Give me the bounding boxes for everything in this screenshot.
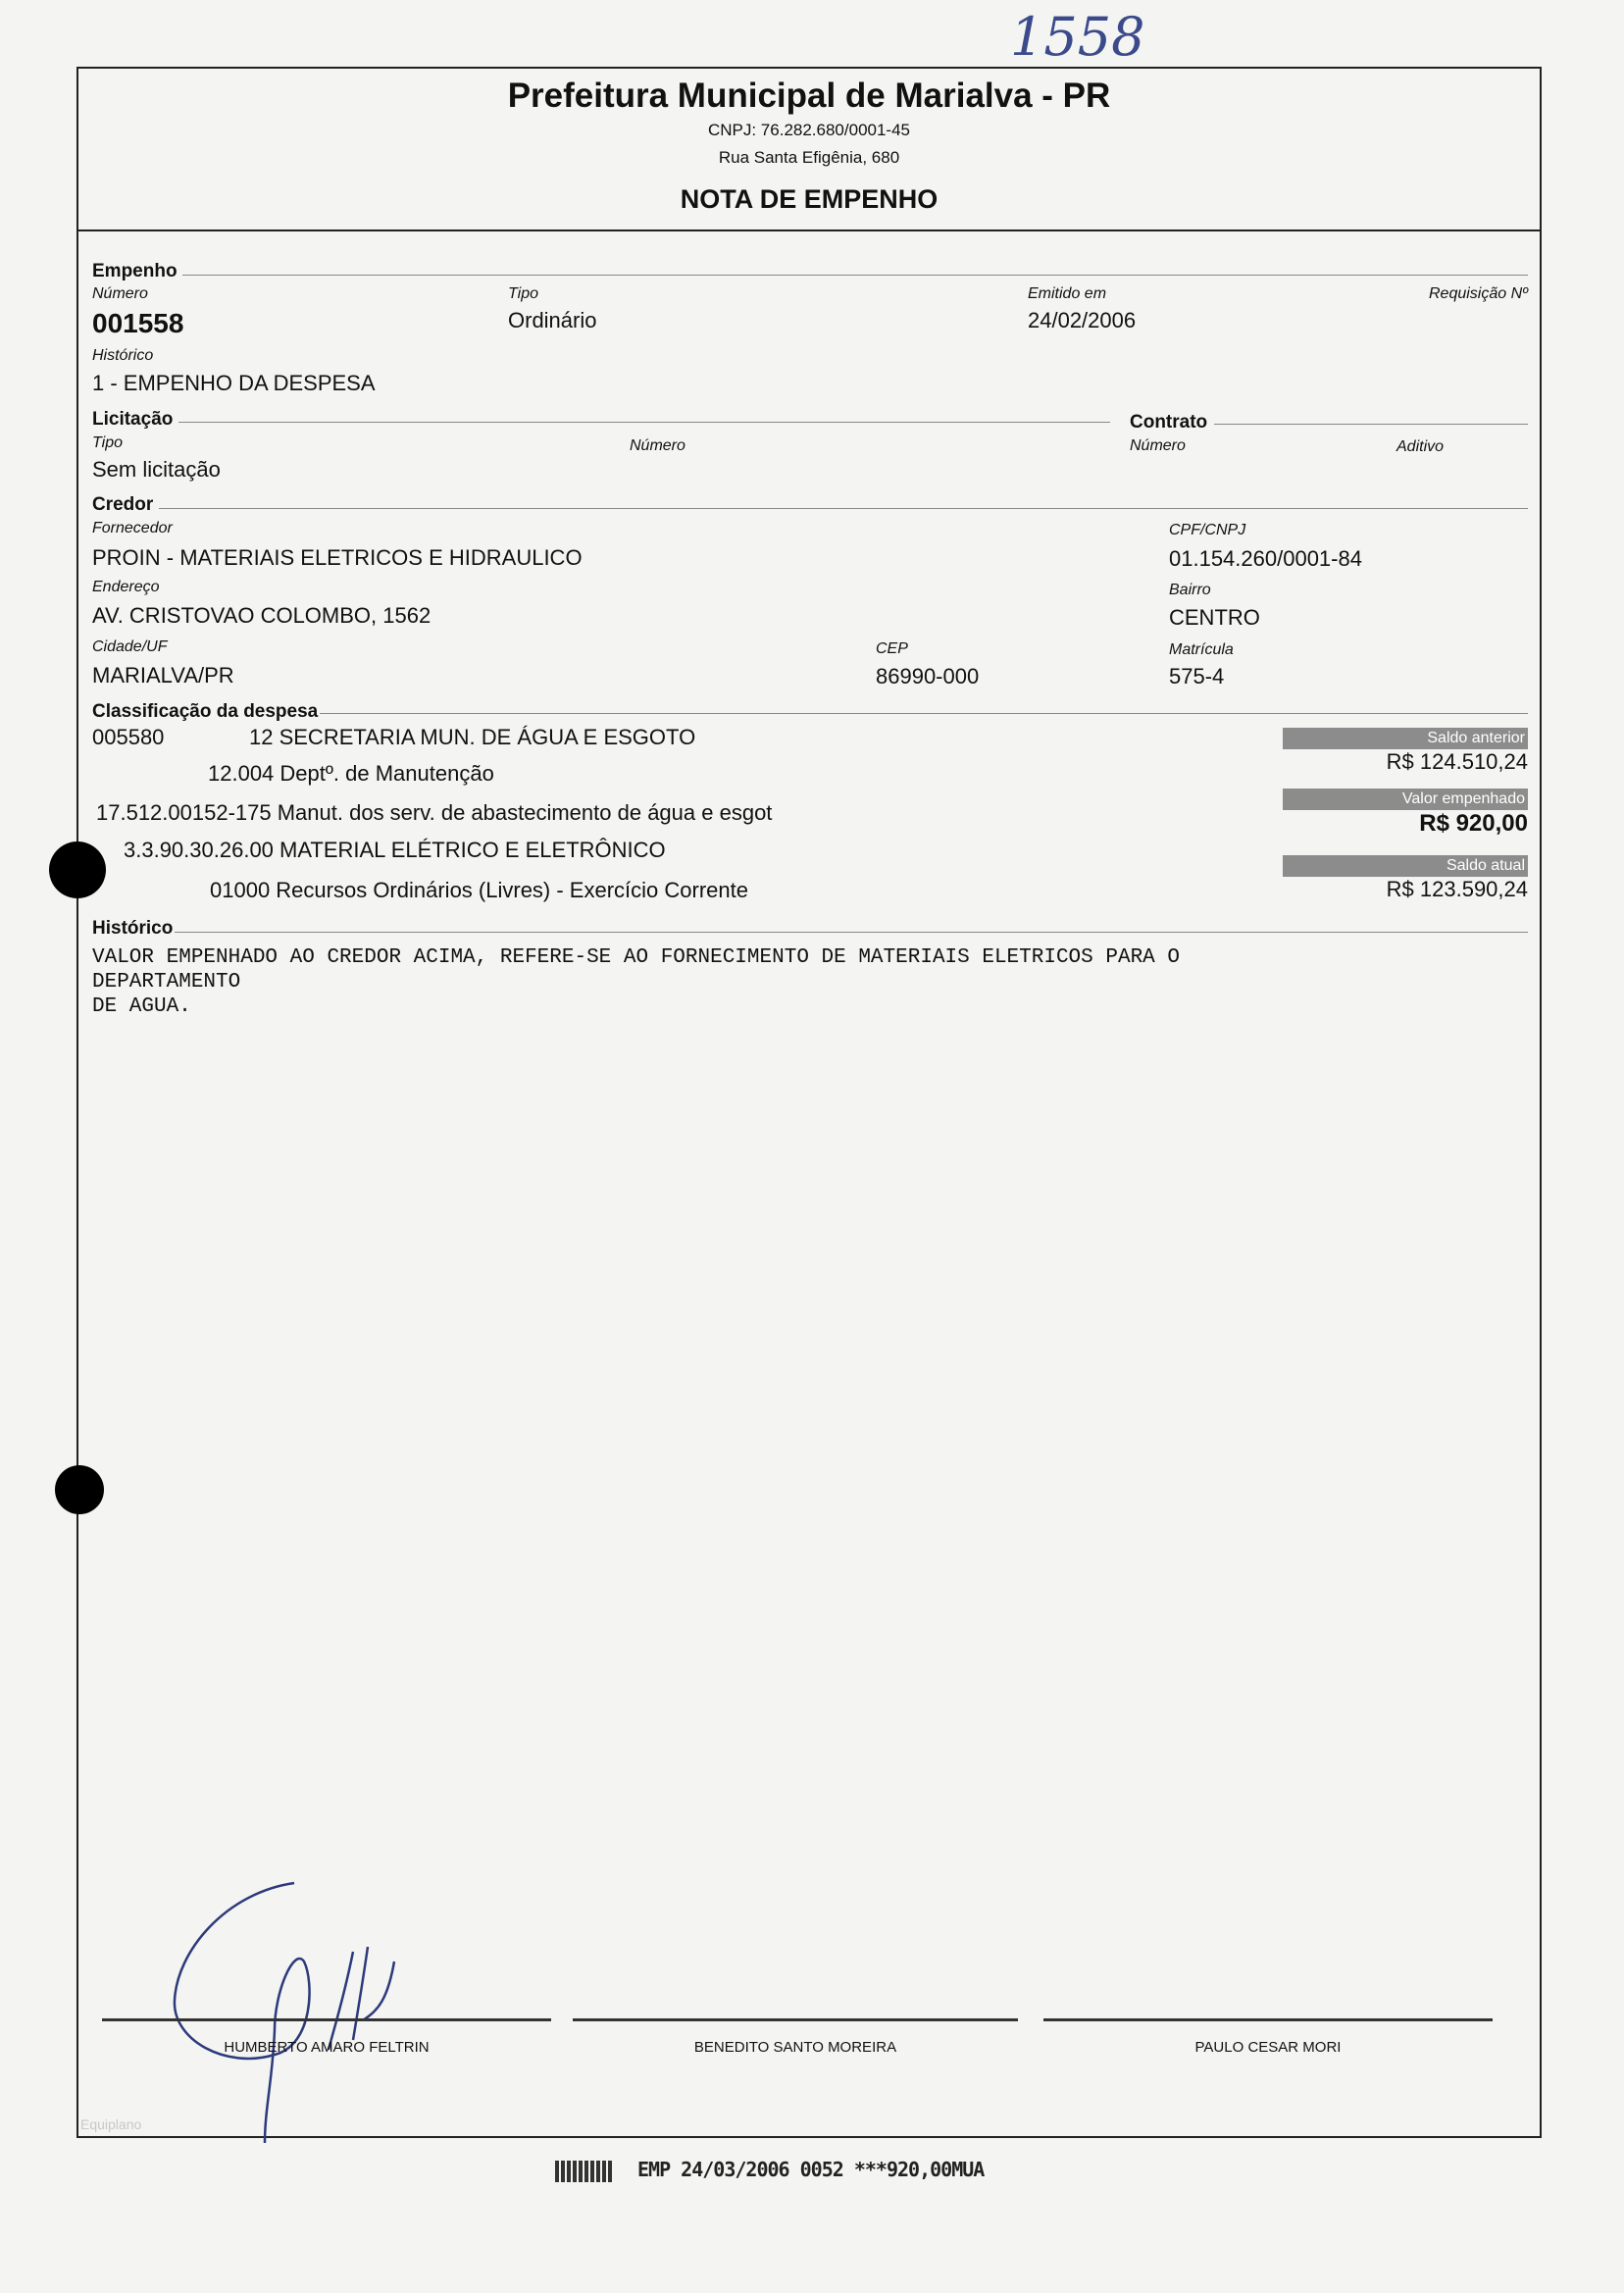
- label-licitacao-numero: Número: [630, 437, 685, 454]
- section-credor: Credor: [92, 494, 154, 515]
- label-matricula: Matrícula: [1169, 641, 1234, 658]
- classificacao-funcional: 17.512.00152-175 Manut. dos serv. de abastecimento de água e esgot: [96, 800, 773, 825]
- empenho-historico: 1 - EMPENHO DA DESPESA: [92, 371, 376, 395]
- section-empenho: Empenho: [92, 261, 178, 281]
- label-aditivo: Aditivo: [1396, 438, 1445, 455]
- signature-name-3: PAULO CESAR MORI: [1194, 2039, 1342, 2056]
- label-cpf: CPF/CNPJ: [1169, 522, 1246, 538]
- licitacao-tipo: Sem licitação: [92, 457, 221, 482]
- label-tipo: Tipo: [508, 285, 538, 302]
- classificacao-orgao: 12 SECRETARIA MUN. DE ÁGUA E ESGOTO: [249, 725, 696, 749]
- handwritten-number: 1558: [1010, 6, 1145, 68]
- saldo-atual-value: R$ 123.590,24: [1386, 877, 1528, 901]
- label-cidade: Cidade/UF: [92, 638, 168, 655]
- section-historico: Histórico: [92, 918, 174, 939]
- credor-matricula: 575-4: [1169, 664, 1225, 688]
- label-contrato-numero: Número: [1130, 437, 1186, 454]
- divider: [175, 932, 1528, 933]
- classificacao-recurso: 01000 Recursos Ordinários (Livres) - Exercício Corrente: [210, 878, 748, 902]
- section-classificacao: Classificação da despesa: [92, 701, 319, 722]
- divider: [178, 422, 1110, 423]
- divider: [320, 713, 1528, 714]
- empenho-emitido: 24/02/2006: [1028, 308, 1137, 332]
- divider: [159, 508, 1528, 509]
- label-licitacao-tipo: Tipo: [92, 434, 123, 451]
- label-historico-empenho: Histórico: [92, 347, 154, 364]
- signature-line: [573, 2018, 1018, 2021]
- divider: [1214, 424, 1528, 425]
- label-cep: CEP: [876, 640, 908, 657]
- historico-line-1: VALOR EMPENHADO AO CREDOR ACIMA, REFERE-SE AO FORNECIMENTO DE MATERIAIS ELETRICOS PARA O: [92, 946, 1180, 969]
- label-numero: Número: [92, 285, 148, 302]
- saldo-atual-label: Saldo atual: [1283, 855, 1528, 877]
- cnpj-text: CNPJ: 76.282.680/0001-45: [707, 121, 911, 139]
- signature-name-1: HUMBERTO AMARO FELTRIN: [224, 2039, 430, 2056]
- handwritten-signature: [167, 1863, 461, 2148]
- section-licitacao: Licitação: [92, 409, 174, 430]
- label-fornecedor: Fornecedor: [92, 520, 173, 536]
- punch-hole: [49, 841, 106, 898]
- saldo-anterior-value: R$ 124.510,24: [1386, 749, 1528, 774]
- classificacao-elemento: 3.3.90.30.26.00 MATERIAL ELÉTRICO E ELETRÔNICO: [124, 838, 666, 862]
- stamp-logo: [555, 2161, 614, 2182]
- valor-empenhado-value: R$ 920,00: [1419, 810, 1528, 837]
- punch-hole: [55, 1465, 104, 1514]
- address-text: Rua Santa Efigênia, 680: [718, 148, 900, 167]
- label-endereco: Endereço: [92, 579, 160, 595]
- signature-line: [1043, 2018, 1493, 2021]
- label-bairro: Bairro: [1169, 582, 1211, 598]
- bank-stamp: EMP 24/03/2006 0052 ***920,00MUA: [637, 2158, 985, 2181]
- empenho-numero: 001558: [92, 308, 184, 338]
- valor-empenhado-label: Valor empenhado: [1283, 789, 1528, 810]
- credor-cep: 86990-000: [876, 664, 980, 688]
- footer-brand: Equiplano: [80, 2116, 142, 2132]
- signature-name-2: BENEDITO SANTO MOREIRA: [693, 2039, 897, 2056]
- doc-type-heading: NOTA DE EMPENHO: [680, 184, 939, 214]
- historico-line-3: DE AGUA.: [92, 995, 191, 1018]
- credor-bairro: CENTRO: [1169, 605, 1260, 630]
- label-emitido: Emitido em: [1028, 285, 1107, 302]
- divider: [182, 275, 1528, 276]
- classificacao-code: 005580: [92, 725, 165, 749]
- historico-line-2: DEPARTAMENTO: [92, 971, 241, 994]
- label-requisicao: Requisição Nº: [1429, 285, 1528, 302]
- credor-endereco: AV. CRISTOVAO COLOMBO, 1562: [92, 603, 431, 628]
- empenho-tipo: Ordinário: [508, 308, 597, 332]
- classificacao-unidade: 12.004 Deptº. de Manutenção: [208, 761, 494, 786]
- page-title: Prefeitura Municipal de Marialva - PR: [507, 76, 1111, 115]
- section-contrato: Contrato: [1130, 412, 1208, 433]
- credor-cidade: MARIALVA/PR: [92, 663, 234, 688]
- saldo-anterior-label: Saldo anterior: [1283, 728, 1528, 749]
- credor-fornecedor: PROIN - MATERIAIS ELETRICOS E HIDRAULICO: [92, 545, 583, 570]
- credor-cpf: 01.154.260/0001-84: [1169, 546, 1362, 571]
- signature-line: [102, 2018, 551, 2021]
- header-divider: [76, 229, 1542, 231]
